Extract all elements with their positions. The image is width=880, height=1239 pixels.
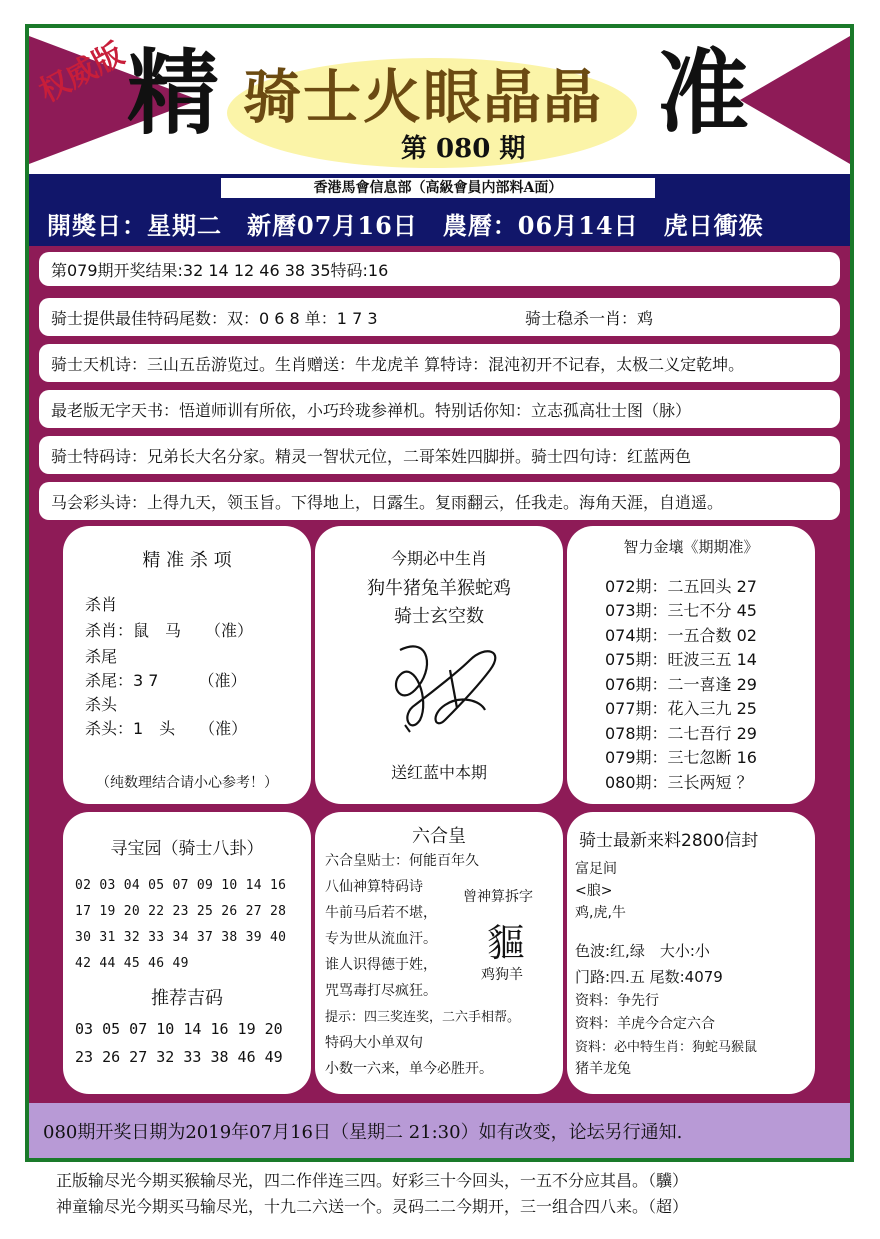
history-item: 073期：三七不分 45 — [605, 601, 757, 620]
liuhe-side-char: 貙 — [487, 921, 526, 965]
poem-row-1 — [39, 344, 840, 382]
signature-scribble — [375, 630, 515, 740]
liuhe-title: 六合皇 — [412, 826, 466, 847]
treasure-nums-row: 42 44 45 46 49 — [75, 956, 189, 971]
zodiac-animals: 狗牛猪兔羊猴蛇鸡 — [367, 578, 511, 599]
treasure-card — [63, 812, 311, 1094]
latest-line-6: 资料：争先行 — [575, 993, 659, 1009]
treasure-title: 寻宝园（骑士八卦） — [110, 839, 264, 859]
liuhe-line-6: 咒骂毒打尽疯狂。 — [325, 983, 437, 999]
poem-text-3: 骑士特码诗：兄弟长大名分家。精灵一智状元位，二哥笨姓四脚拼。骑士四句诗：红蓝两色 — [51, 446, 692, 466]
latest-line-4: 色波:红,绿 大小:小 — [575, 942, 710, 960]
history-item: 076期：二一喜逢 29 — [605, 675, 757, 694]
poem-text-1: 骑士天机诗：三山五岳游览过。生肖赠送：牛龙虎羊 算特诗：混沌初开不记春，太极二义定乾坤。 — [51, 354, 745, 374]
latest-card — [567, 812, 815, 1094]
treasure-nums-row: 30 31 32 33 34 37 38 39 40 — [75, 930, 287, 945]
latest-line-7: 资料：羊虎今合定六合 — [575, 1016, 715, 1032]
result-row — [39, 252, 840, 286]
latest-line-9: 猪羊龙兔 — [575, 1061, 631, 1077]
liuhe-line-8: 特码大小单双句 — [325, 1035, 423, 1051]
tail-text: 骑士提供最佳特码尾数：双：0 6 8 单：1 7 3 — [51, 308, 378, 328]
issue-number: 第 080 期 — [401, 134, 526, 164]
header-char-right: 准 — [657, 40, 750, 147]
lucky-row: 23 26 27 32 33 38 46 49 — [75, 1048, 283, 1066]
zodiac-title: 今期必中生肖 — [390, 549, 487, 568]
poster-frame — [25, 24, 854, 1162]
poem-text-2: 最老版无字天书：悟道师训有所依，小巧玲珑参禅机。特别话你知：立志孤高壮士图（脉） — [51, 400, 692, 420]
latest-line-3: 鸡,虎,牛 — [575, 905, 626, 921]
liuhe-side-bottom: 鸡狗羊 — [481, 967, 523, 983]
date-band — [29, 174, 850, 246]
poem-text-4: 马会彩头诗：上得九天，领玉旨。下得地上，日露生。复雨翻云，任我走。海角天涯，自逍遥。 — [51, 492, 724, 512]
liuhe-line-7: 提示：四三奖连奖，二六手相帮。 — [325, 1010, 521, 1025]
lucky-title: 推荐吉码 — [151, 988, 223, 1009]
history-item: 074期：一五合数 02 — [605, 626, 757, 645]
bottom-line-2: 神童输尽光今期买马输尽光，十九二六送一个。灵码二二今期开，三一组合四八来。（超） — [56, 1197, 689, 1216]
liuhe-card — [315, 812, 563, 1094]
treasure-nums-row: 17 19 20 22 23 25 26 27 28 — [75, 904, 287, 919]
poster-header — [29, 28, 850, 174]
zodiac-sub: 骑士玄空数 — [394, 606, 484, 627]
latest-line-2: <朖> — [575, 883, 613, 899]
authority-stamp: 权威版 — [33, 36, 130, 110]
kill-card — [63, 526, 311, 804]
header-char-left: 精 — [127, 40, 220, 147]
kill-line-4: 杀尾：3 7 （准） — [85, 671, 247, 690]
poem-row-2 — [39, 390, 840, 428]
kill-line-5: 杀头 — [85, 695, 118, 714]
history-item: 080期：三长两短 ？ — [605, 773, 753, 792]
latest-line-1: 富足间 — [575, 861, 617, 877]
kill-line-1: 杀肖 — [85, 595, 118, 614]
kill-note: （纯数理结合请小心参考！） — [96, 775, 278, 791]
treasure-nums-row: 02 03 04 05 07 09 10 14 16 — [75, 878, 287, 893]
history-item: 072期：二五回头 27 — [605, 577, 757, 596]
liuhe-line-5: 谁人识得德于姓， — [325, 957, 437, 973]
liuhe-line-3: 牛前马后若不堪， — [325, 905, 437, 921]
history-item: 078期：二七吾行 29 — [605, 724, 757, 743]
history-card — [567, 526, 815, 804]
result-text: 第079期开奖结果:32 14 12 46 38 35特码:16 — [51, 260, 389, 280]
latest-line-5: 门路:四.五 尾数:4079 — [575, 968, 723, 986]
history-title: 智力金壤《期期准》 — [623, 538, 759, 556]
kill-line-6: 杀头：1 头 （准） — [85, 719, 248, 738]
history-item: 079期：三七忽断 16 — [605, 748, 757, 767]
draw-date-line: 開獎日：星期二 新曆07月16日 農曆：06月14日 虎日衝猴 — [47, 211, 764, 240]
brand-title: 骑士火眼晶晶 — [243, 63, 604, 131]
poem-row-3 — [39, 436, 840, 474]
right-triangle — [740, 36, 850, 164]
poem-row-4 — [39, 482, 840, 520]
liuhe-side-title: 曾神算拆字 — [463, 889, 533, 905]
draw-notice: 080期开奖日期为2019年07月16日（星期二 21:30）如有改变，论坛另行通知. — [29, 1103, 850, 1158]
history-item: 077期：花入三九 25 — [605, 699, 757, 718]
kill-line-2: 杀肖：鼠 马 （准） — [85, 621, 254, 640]
liuhe-line-2: 八仙神算特码诗 — [325, 879, 423, 895]
subtitle: 香港馬會信息部（高級會員内部料A面） — [221, 178, 655, 198]
latest-line-8: 资料：必中特生肖：狗蛇马猴鼠 — [575, 1040, 758, 1055]
kill-line-3: 杀尾 — [85, 647, 118, 666]
liuhe-line-4: 专为世从流血汗。 — [325, 931, 437, 947]
liuhe-line-1: 六合皇贴士：何能百年久 — [325, 853, 479, 869]
history-item: 075期：旺波三五 14 — [605, 650, 757, 669]
zodiac-bottom: 送红蓝中本期 — [390, 763, 487, 782]
zodiac-card — [315, 526, 563, 804]
kill-title: 精 准 杀 项 — [142, 550, 232, 571]
lucky-row: 03 05 07 10 14 16 19 20 — [75, 1020, 283, 1038]
bottom-line-1: 正版输尽光今期买猴输尽光，四二作伴连三四。好彩三十今回头，一五不分应其昌。（驥） — [56, 1171, 689, 1190]
latest-title: 骑士最新来料2800信封 — [579, 831, 759, 851]
kill-one-text: 骑士稳杀一肖：鸡 — [525, 308, 654, 328]
liuhe-line-9: 小数一六来，单今必胜开。 — [325, 1061, 493, 1077]
tail-row — [39, 298, 840, 336]
